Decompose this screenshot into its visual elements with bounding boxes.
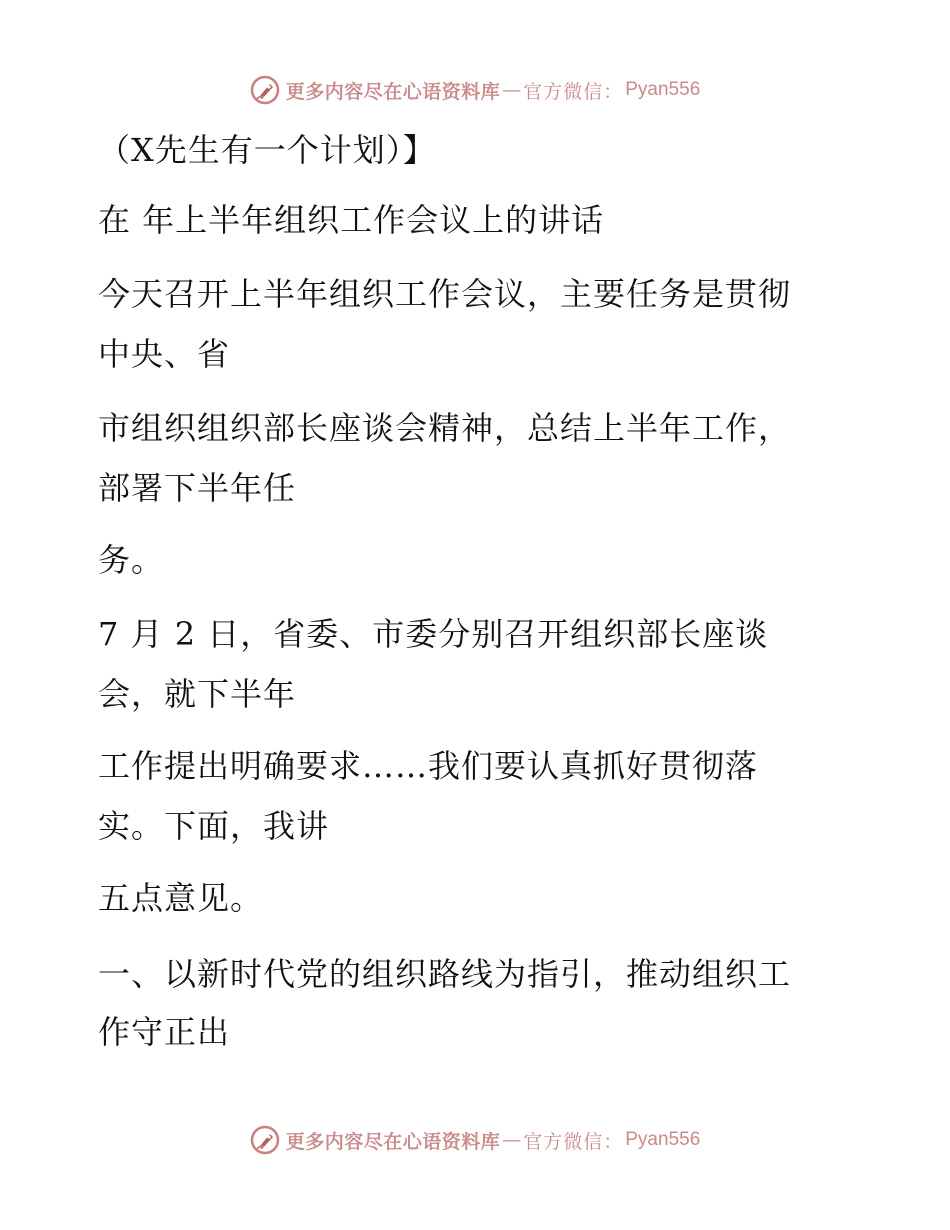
doc-line: 作守正出 (98, 1013, 231, 1051)
doc-line: 部署下半年任 (98, 469, 297, 507)
watermark-wechat-label: 官方微信： (523, 80, 624, 103)
footer-watermark (0, 1120, 950, 1160)
watermark-wechat-label: 官方微信： (523, 1130, 624, 1153)
doc-line: 实。下面，我讲 (98, 807, 330, 845)
watermark-brand: 更多内容尽在心语资料库 (285, 80, 501, 103)
doc-line: 市组织组织部长座谈会精神，总结上半年工作， (98, 409, 792, 447)
doc-line: 工作提出明确要求……我们要认真抓好贯彻落 (98, 747, 759, 785)
doc-line: 7 月 2 日，省委、市委分别召开组织部长座谈 (98, 615, 769, 653)
doc-line: 五点意见。 (98, 879, 264, 917)
watermark-brand: 更多内容尽在心语资料库 (285, 1130, 501, 1153)
doc-line: 中央、省 (98, 335, 231, 373)
watermark-dash: — (502, 79, 522, 101)
doc-line: 务。 (98, 541, 165, 579)
watermark-dash: — (502, 1129, 522, 1151)
pen-nib-logo-icon (250, 75, 280, 105)
pen-nib-logo-icon (250, 1125, 280, 1155)
watermark-account: Pyan556 (625, 79, 701, 100)
watermark-account: Pyan556 (625, 1129, 701, 1150)
doc-line: 会，就下半年 (98, 675, 297, 713)
doc-line: 一、以新时代党的组织路线为指引，推动组织工 (98, 955, 792, 993)
doc-line: （X先生有一个计划）】 (98, 131, 436, 169)
header-watermark (0, 70, 950, 110)
doc-line: 今天召开上半年组织工作会议，主要任务是贯彻 (98, 275, 792, 313)
doc-line: 在 年上半年组织工作会议上的讲话 (98, 201, 605, 239)
